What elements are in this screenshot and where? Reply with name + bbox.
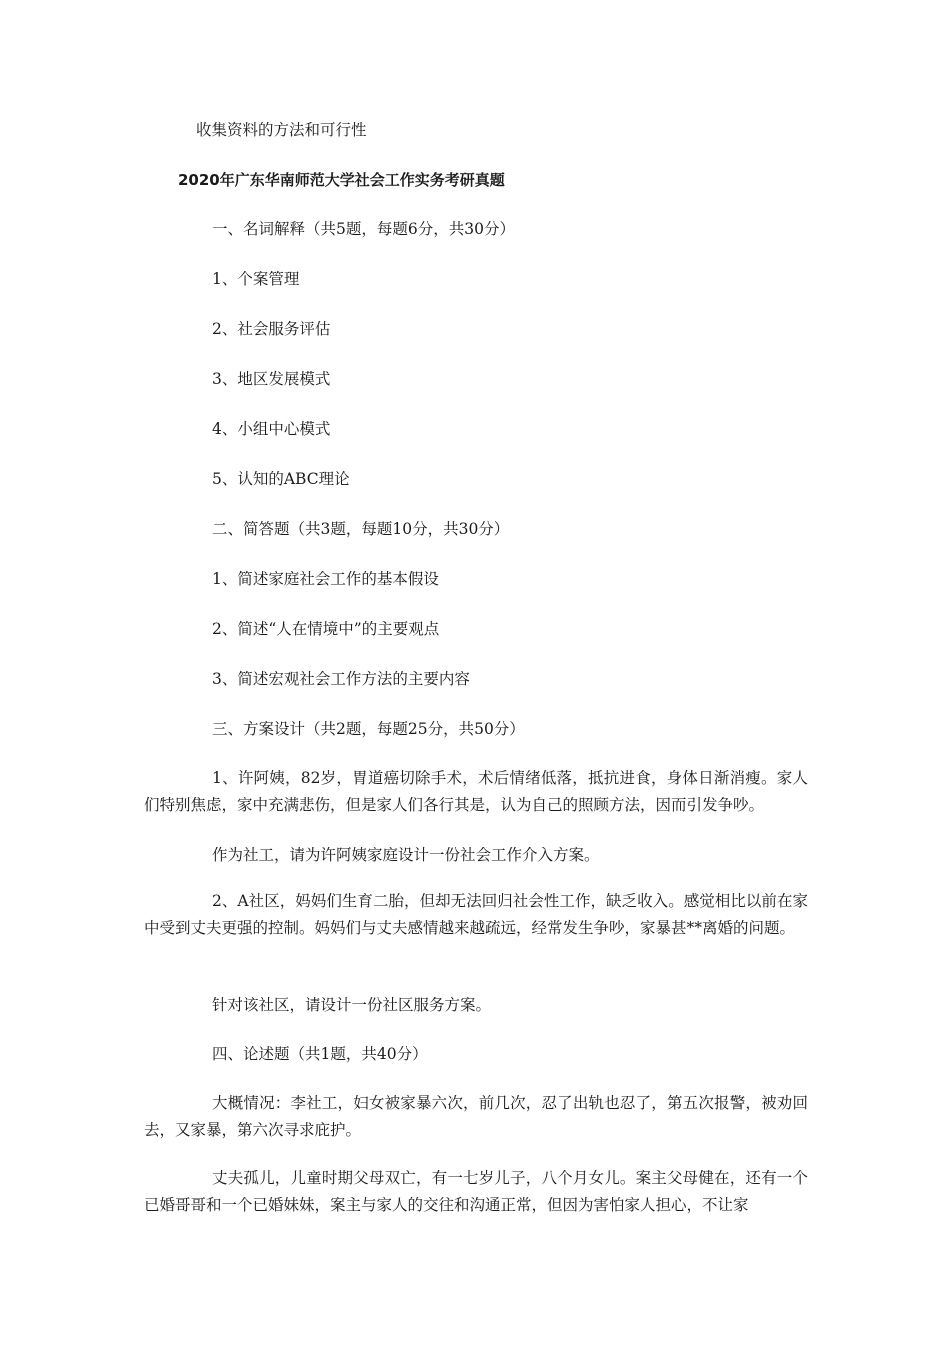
intro-line: 收集资料的方法和可行性: [196, 121, 367, 139]
section1-heading: 一、名词解释（共5题，每题6分，共30分）: [212, 220, 515, 238]
section2-item: 1、简述家庭社会工作的基本假设: [212, 570, 439, 588]
section1-item: 3、地区发展模式: [212, 370, 331, 388]
section2-item: 2、简述“人在情境中”的主要观点: [212, 620, 440, 638]
case1-paragraph: 1、许阿姨，82岁，胃道癌切除手术，术后情绪低落，抵抗进食，身体日渐消瘦。家人们特别焦虑，家中充满悲伤，但是家人们各行其是，认为自己的照顾方法，因而引发争吵。: [144, 769, 808, 814]
section4-paragraph-1: 大概情况：李社工，妇女被家暴六次，前几次，忍了出轨也忍了，第五次报警，被劝回去，又家暴，第六次寻求庇护。: [144, 1094, 808, 1139]
section1-item: 1、个案管理: [212, 270, 300, 288]
case2-paragraph: 2、A社区，妈妈们生育二胎，但却无法回归社会性工作，缺乏收入。感觉相比以前在家中受到丈夫更强的控制。妈妈们与丈夫感情越来越疏远，经常发生争吵，家暴甚**离婚的问题。: [144, 892, 808, 937]
section4-heading: 四、论述题（共1题，共40分）: [212, 1045, 428, 1063]
section1-item: 5、认知的ABC理论: [212, 470, 350, 488]
task1-line: 作为社工，请为许阿姨家庭设计一份社会工作介入方案。: [212, 846, 600, 864]
section1-item: 4、小组中心模式: [212, 420, 331, 438]
task2-line: 针对该社区，请设计一份社区服务方案。: [212, 996, 492, 1014]
section3-heading: 三、方案设计（共2题，每题25分，共50分）: [212, 720, 525, 738]
section4-paragraph-2: 丈夫孤儿，儿童时期父母双亡，有一七岁儿子，八个月女儿。案主父母健在，还有一个已婚哥哥和一个已婚妹妹，案主与家人的交往和沟通正常，但因为害怕家人担心，不让家: [144, 1169, 808, 1214]
section2-item: 3、简述宏观社会工作方法的主要内容: [212, 670, 470, 688]
document-title: 2020年广东华南师范大学社会工作实务考研真题: [178, 171, 505, 189]
section1-item: 2、社会服务评估: [212, 320, 331, 338]
section2-heading: 二、简答题（共3题，每题10分，共30分）: [212, 520, 510, 538]
